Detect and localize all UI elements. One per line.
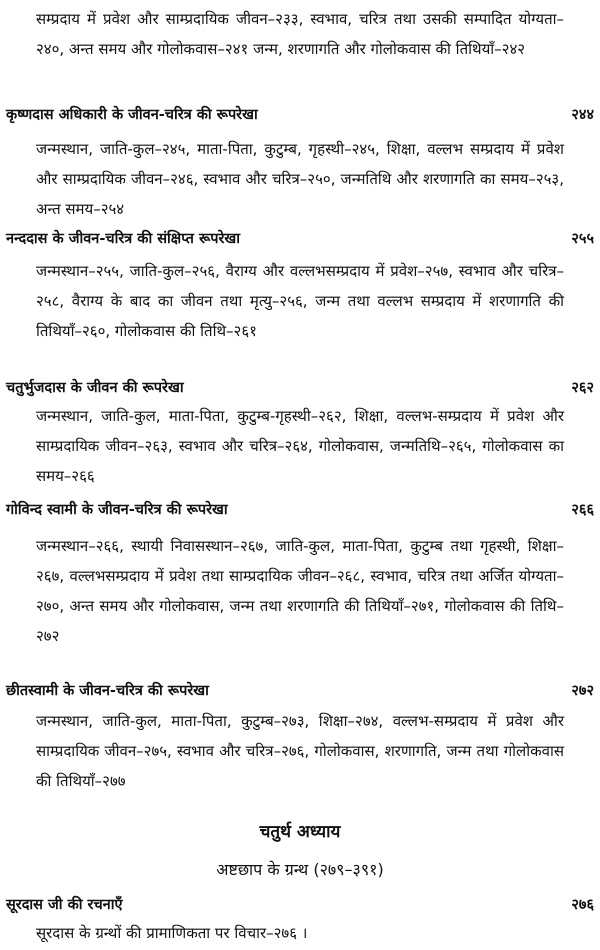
- entry-title: कृष्णदास अधिकारी के जीवन-चरित्र की रूपरेखा: [6, 107, 258, 123]
- entry-title: छीतस्वामी के जीवन-चरित्र की रूपरेखा: [6, 683, 209, 699]
- intro-paragraph: सम्प्रदाय में प्रवेश और साम्प्रदायिक जीवन–२३३, स्वभाव, चरित्र तथा उसकी सम्पादित योग्यता–२४०, अन्त समय और गोलोकवास–२४१ जन्म, शरणागति और गोलोकवास की तिथियाँ–२४२: [36, 10, 564, 58]
- toc-entry-chaturbhujdas: [6, 374, 594, 402]
- entry-title: गोविन्द स्वामी के जीवन-चरित्र की रूपरेखा: [6, 502, 228, 518]
- entry-details: जन्मस्थान–२५५, जाति-कुल–२५६, वैराग्य और वल्लभसम्प्रदाय में प्रवेश–२५७, स्वभाव और चरित्र–२५८, वैराग्य के बाद का जीवन तथा मृत्यु–२५६, जन्म तथा वल्लभ सम्प्रदाय में शरणागति की तिथियाँ–२६०, गोलोकवास की तिथि–२६१: [36, 262, 564, 340]
- entry-title: चतुर्भुजदास के जीवन की रूपरेखा: [6, 380, 184, 396]
- entry-title: नन्ददास के जीवन-चरित्र की संक्षिप्त रूपरेखा: [6, 231, 241, 247]
- toc-entry-surdas: [6, 891, 594, 919]
- entry-details: जन्मस्थान–२६६, स्थायी निवासस्थान–२६७, जाति-कुल, माता-पिता, कुटुम्ब तथा गृहस्थी, शिक्षा–२६७, वल्लभसम्प्रदाय में प्रवेश तथा साम्प्रदायिक जीवन–२६८, स्वभाव, चरित्र तथा अर्जित योग्यता–२७०, अन्त समय और गोलोकवास, जन्म तथा शरणागति की तिथियाँ–२७१, गोलोकवास की तिथि–२७२: [36, 537, 564, 645]
- entry-details: जन्मस्थान, जाति-कुल, माता-पिता, कुटुम्ब–२७३, शिक्षा–२७४, वल्लभ-सम्प्रदाय में प्रवेश और साम्प्रदायिक जीवन–२७५, स्वभाव और चरित्र–२७६, गोलोकवास, शरणागति, जन्म तथा गोलोकवास की तिथियाँ–२७७: [36, 712, 564, 790]
- entry-page-number: २६२: [571, 380, 594, 396]
- toc-entry-krishnadas: [6, 101, 594, 129]
- entry-title: सूरदास जी की रचनाएँ: [6, 897, 123, 913]
- entry-details: जन्मस्थान, जाति-कुल, माता-पिता, कुटुम्ब-गृहस्थी–२६२, शिक्षा, वल्लभ-सम्प्रदाय में प्रवेश और साम्प्रदायिक जीवन–२६३, स्वभाव और चरित्र–२६४, गोलोकवास, जन्मतिथि–२६५, गोलोकवास का समय–२६६: [36, 407, 564, 485]
- entry-page-number: २५५: [571, 231, 594, 247]
- entry-details: जन्मस्थान, जाति-कुल–२४५, माता-पिता, कुटुम्ब, गृहस्थी–२४५, शिक्षा, वल्लभ सम्प्रदाय में प्रवेश और साम्प्रदायिक जीवन–२४६, स्वभाव और चरित्र–२५०, जन्मतिथि और शरणागति का समय–२५३, अन्त समय–२५४: [36, 140, 564, 218]
- entry-page-number: २६६: [571, 502, 594, 518]
- entry-details: सूरदास के ग्रन्थों की प्रामाणिकता पर विचार–२७६ ।: [36, 924, 308, 942]
- chapter-heading: चतुर्थ अध्याय: [259, 822, 341, 842]
- toc-entry-chhitswami: [6, 677, 594, 705]
- toc-entry-nanddas: [6, 225, 594, 253]
- entry-page-number: २७६: [571, 897, 594, 913]
- chapter-subtitle: अष्टछाप के ग्रन्थ (२७९–३९१): [216, 860, 384, 879]
- entry-page-number: २४४: [571, 107, 594, 123]
- toc-entry-govind-swami: [6, 496, 594, 524]
- entry-page-number: २७२: [571, 683, 594, 699]
